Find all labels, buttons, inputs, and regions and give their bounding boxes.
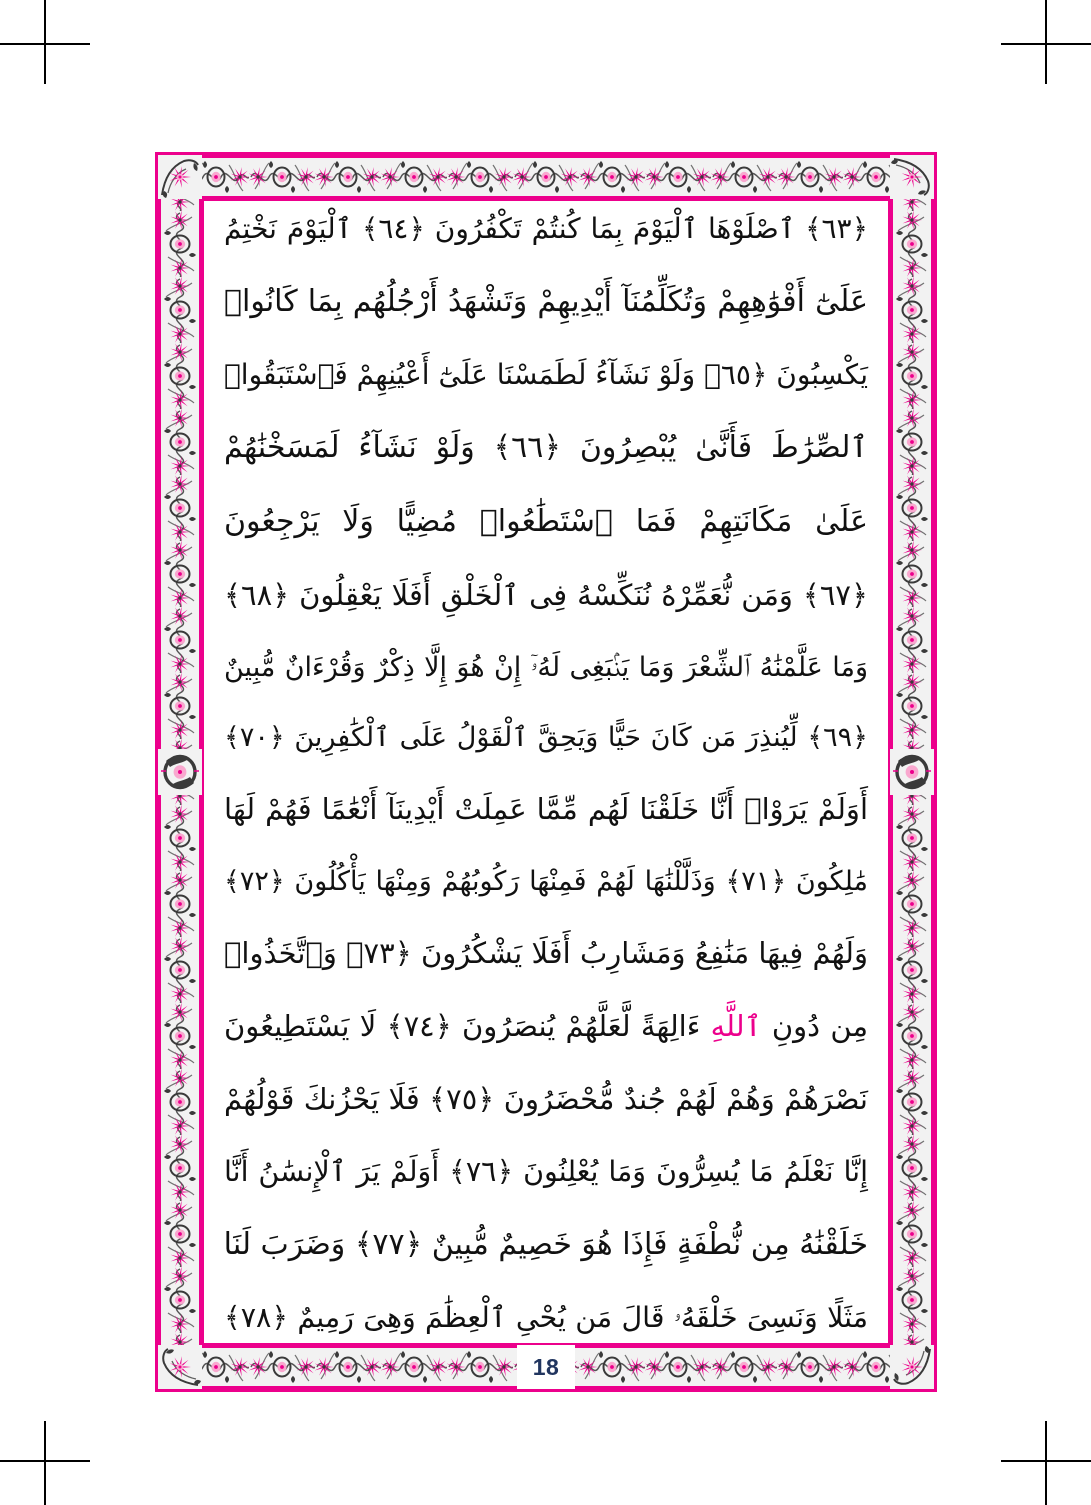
side-medallion-icon <box>158 749 202 795</box>
crop-mark-bottom-left-vertical <box>44 1421 46 1505</box>
ayah-line: مَثَلًا وَنَسِىَ خَلْقَهُۥ قَالَ مَن يُحْىِ ٱلْعِظَٰمَ وَهِىَ رَمِيمٌ ﴿٧٨﴾ <box>224 1301 868 1335</box>
ayah-line: ﴿٦٣﴾ ٱصْلَوْهَا ٱلْيَوْمَ بِمَا كُنتُمْ تَكْفُرُونَ ﴿٦٤﴾ ٱلْيَوْمَ نَخْتِمُ <box>224 212 868 245</box>
quran-page <box>155 152 937 1392</box>
corner-rosette-icon <box>158 1345 202 1389</box>
ayah-line: أَوَلَمْ يَرَوْا۟ أَنَّا خَلَقْنَا لَهُم مِّمَّا عَمِلَتْ أَيْدِينَآ أَنْعَٰمًا فَهُمْ لَهَا <box>224 792 868 827</box>
ayah-line: إِنَّا نَعْلَمُ مَا يُسِرُّونَ وَمَا يُعْلِنُونَ ﴿٧٦﴾ أَوَلَمْ يَرَ ٱلْإِنسَٰنُ أَنَّا <box>224 1154 869 1188</box>
ayah-line: عَلَىٰٓ أَفْوَٰهِهِمْ وَتُكَلِّمُنَآ أَيْدِيهِمْ وَتَشْهَدُ أَرْجُلُهُم بِمَا كَانُوا۟ <box>224 283 868 319</box>
crop-mark-top-right-horizontal <box>1001 43 1091 45</box>
floral-ornament-icon <box>158 155 934 199</box>
ayah-line: عَلَىٰ مَكَانَتِهِمْ فَمَا ٱسْتَطَٰعُوا۟ مُضِيًّا وَلَا يَرْجِعُونَ <box>224 503 868 539</box>
crop-mark-bottom-left-horizontal <box>0 1460 90 1462</box>
ayah-line: يَكْسِبُونَ ﴿٦٥﴾ وَلَوْ نَشَآءُ لَطَمَسْنَا عَلَىٰٓ أَعْيُنِهِمْ فَٱسْتَبَقُوا۟ <box>224 357 868 391</box>
border-band-top <box>158 155 934 199</box>
ayah-line: خَلَقْنَٰهُ مِن نُّطْفَةٍ فَإِذَا هُوَ خَصِيمٌ مُّبِينٌ ﴿٧٧﴾ وَضَرَبَ لَنَا <box>223 1227 868 1263</box>
page-number: 18 <box>517 1345 575 1389</box>
ayah-line: مِن دُونِ ٱللَّهِ ءَالِهَةً لَّعَلَّهُمْ يُنصَرُونَ ﴿٧٤﴾ لَا يَسْتَطِيعُونَ <box>224 1009 868 1044</box>
ayah-line: مَٰلِكُونَ ﴿٧١﴾ وَذَلَّلْنَٰهَا لَهُمْ فَمِنْهَا رَكُوبُهُمْ وَمِنْهَا يَأْكُلُونَ ﴿٧٢﴾ <box>224 866 868 898</box>
corner-rosette-icon <box>890 155 934 199</box>
highlighted-word: ٱللَّهِ <box>710 1009 762 1044</box>
crop-mark-top-left-horizontal <box>0 43 90 45</box>
crop-mark-top-right-vertical <box>1045 0 1047 84</box>
ayah-line: وَمَا عَلَّمْنَٰهُ ٱلشِّعْرَ وَمَا يَنۢبَغِى لَهُۥٓ إِنْ هُوَ إِلَّا ذِكْرٌ وَقُرْءَانٌ مُّبِينٌ <box>224 651 868 683</box>
corner-rosette-icon <box>158 155 202 199</box>
ayah-line: نَصْرَهُمْ وَهُمْ لَهُمْ جُندٌ مُّحْضَرُونَ ﴿٧٥﴾ فَلَا يَحْزُنكَ قَوْلُهُمْ <box>224 1082 869 1117</box>
crop-mark-bottom-right-horizontal <box>1001 1460 1091 1462</box>
ayah-line: وَلَهُمْ فِيهَا مَنَٰفِعُ وَمَشَارِبُ أَفَلَا يَشْكُرُونَ ﴿٧٣﴾ وَٱتَّخَذُوا۟ <box>224 936 868 971</box>
ayah-line: ﴿٦٩﴾ لِّيُنذِرَ مَن كَانَ حَيًّا وَيَحِقَّ ٱلْقَوْلُ عَلَى ٱلْكَٰفِرِينَ ﴿٧٠﴾ <box>224 722 868 754</box>
corner-rosette-icon <box>890 1345 934 1389</box>
ayah-line: ٱلصِّرَٰطَ فَأَنَّىٰ يُبْصِرُونَ ﴿٦٦﴾ وَلَوْ نَشَآءُ لَمَسَخْنَٰهُمْ <box>224 429 868 465</box>
mushaf-text-block <box>204 201 888 1343</box>
crop-mark-top-left-vertical <box>44 0 46 84</box>
side-medallion-icon <box>890 749 934 795</box>
ayah-line: ﴿٦٧﴾ وَمَن نُّعَمِّرْهُ نُنَكِّسْهُ فِى ٱلْخَلْقِ أَفَلَا يَعْقِلُونَ ﴿٦٨﴾ <box>224 577 868 612</box>
band-rule <box>158 155 934 158</box>
crop-mark-bottom-right-vertical <box>1045 1421 1047 1505</box>
